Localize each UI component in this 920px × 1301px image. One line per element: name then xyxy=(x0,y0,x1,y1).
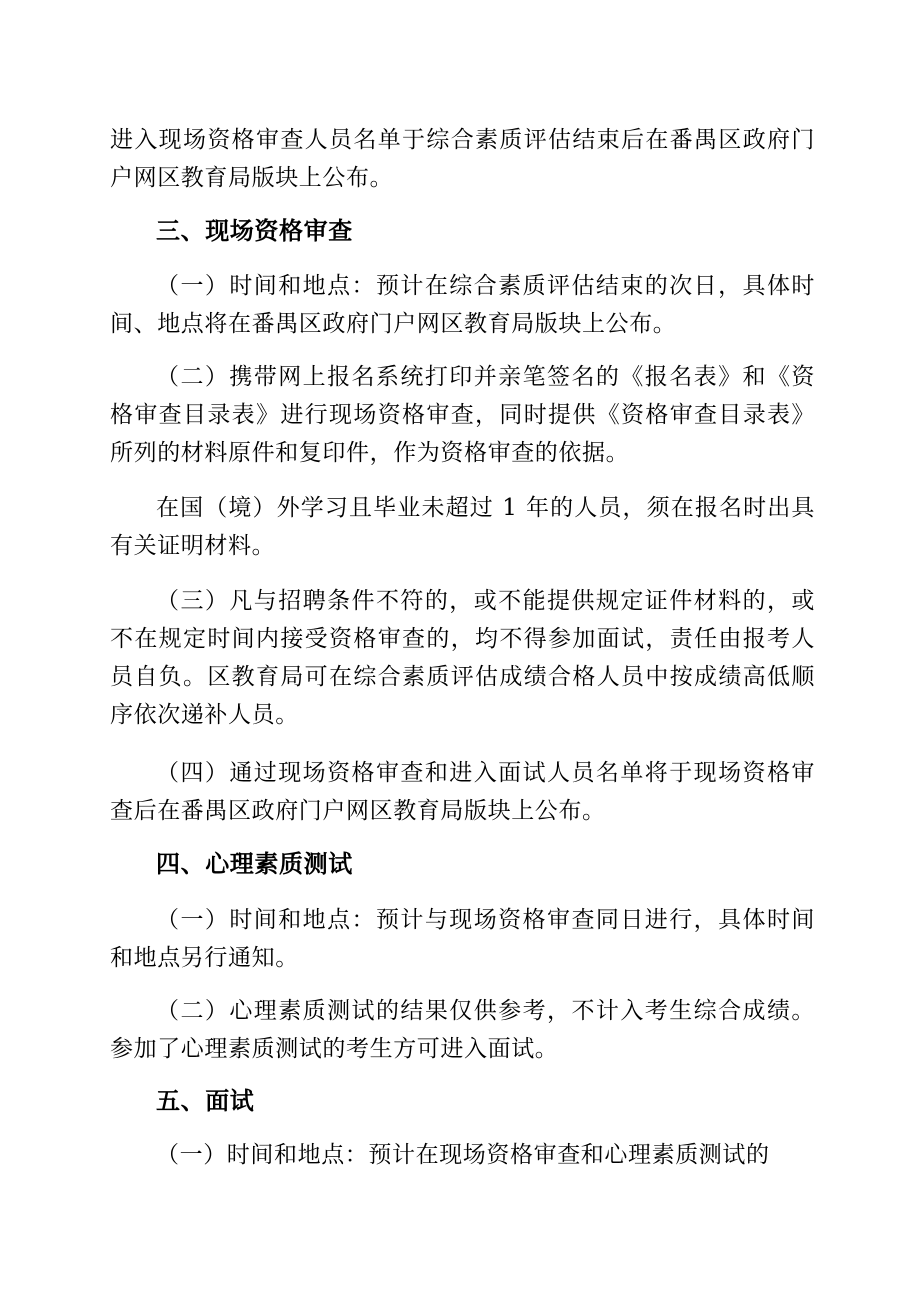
paragraph-psych-results: （二）心理素质测试的结果仅供参考，不计入考生综合成绩。参加了心理素质测试的考生方可进入面试。 xyxy=(110,998,815,1062)
section-heading-psych-test: 四、心理素质测试 xyxy=(156,849,353,878)
paragraph-review-time-place: （一）时间和地点：预计在综合素质评估结束的次日，具体时间、地点将在番禺区政府门户网区教育局版块上公布。 xyxy=(110,273,815,337)
section-heading-interview: 五、面试 xyxy=(156,1086,255,1115)
paragraph-interview-time-place: （一）时间和地点：预计在现场资格审查和心理素质测试的 xyxy=(156,1142,770,1168)
paragraph-qualification-list: 进入现场资格审查人员名单于综合素质评估结束后在番禺区政府门户网区教育局版块上公布。 xyxy=(110,127,815,191)
paragraph-interview-list: （四）通过现场资格审查和进入面试人员名单将于现场资格审查后在番禺区政府门户网区教育局版块上公布。 xyxy=(110,760,815,824)
section-heading-on-site-review: 三、现场资格审查 xyxy=(156,216,353,245)
paragraph-disqualification: （三）凡与招聘条件不符的，或不能提供规定证件材料的，或不在规定时间内接受资格审查的，均不得参加面试，责任由报考人员自负。区教育局可在综合素质评估成绩合格人员中按成绩高低顺序依次递补人员。 xyxy=(110,588,815,728)
paragraph-review-documents: （二）携带网上报名系统打印并亲笔签名的《报名表》和《资格审查目录表》进行现场资格审查，同时提供《资格审查目录表》所列的材料原件和复印件，作为资格审查的依据。 xyxy=(110,364,815,466)
paragraph-overseas-graduates: 在国（境）外学习且毕业未超过 1 年的人员，须在报名时出具有关证明材料。 xyxy=(110,495,815,559)
paragraph-psych-time-place: （一）时间和地点：预计与现场资格审查同日进行，具体时间和地点另行通知。 xyxy=(110,907,815,971)
